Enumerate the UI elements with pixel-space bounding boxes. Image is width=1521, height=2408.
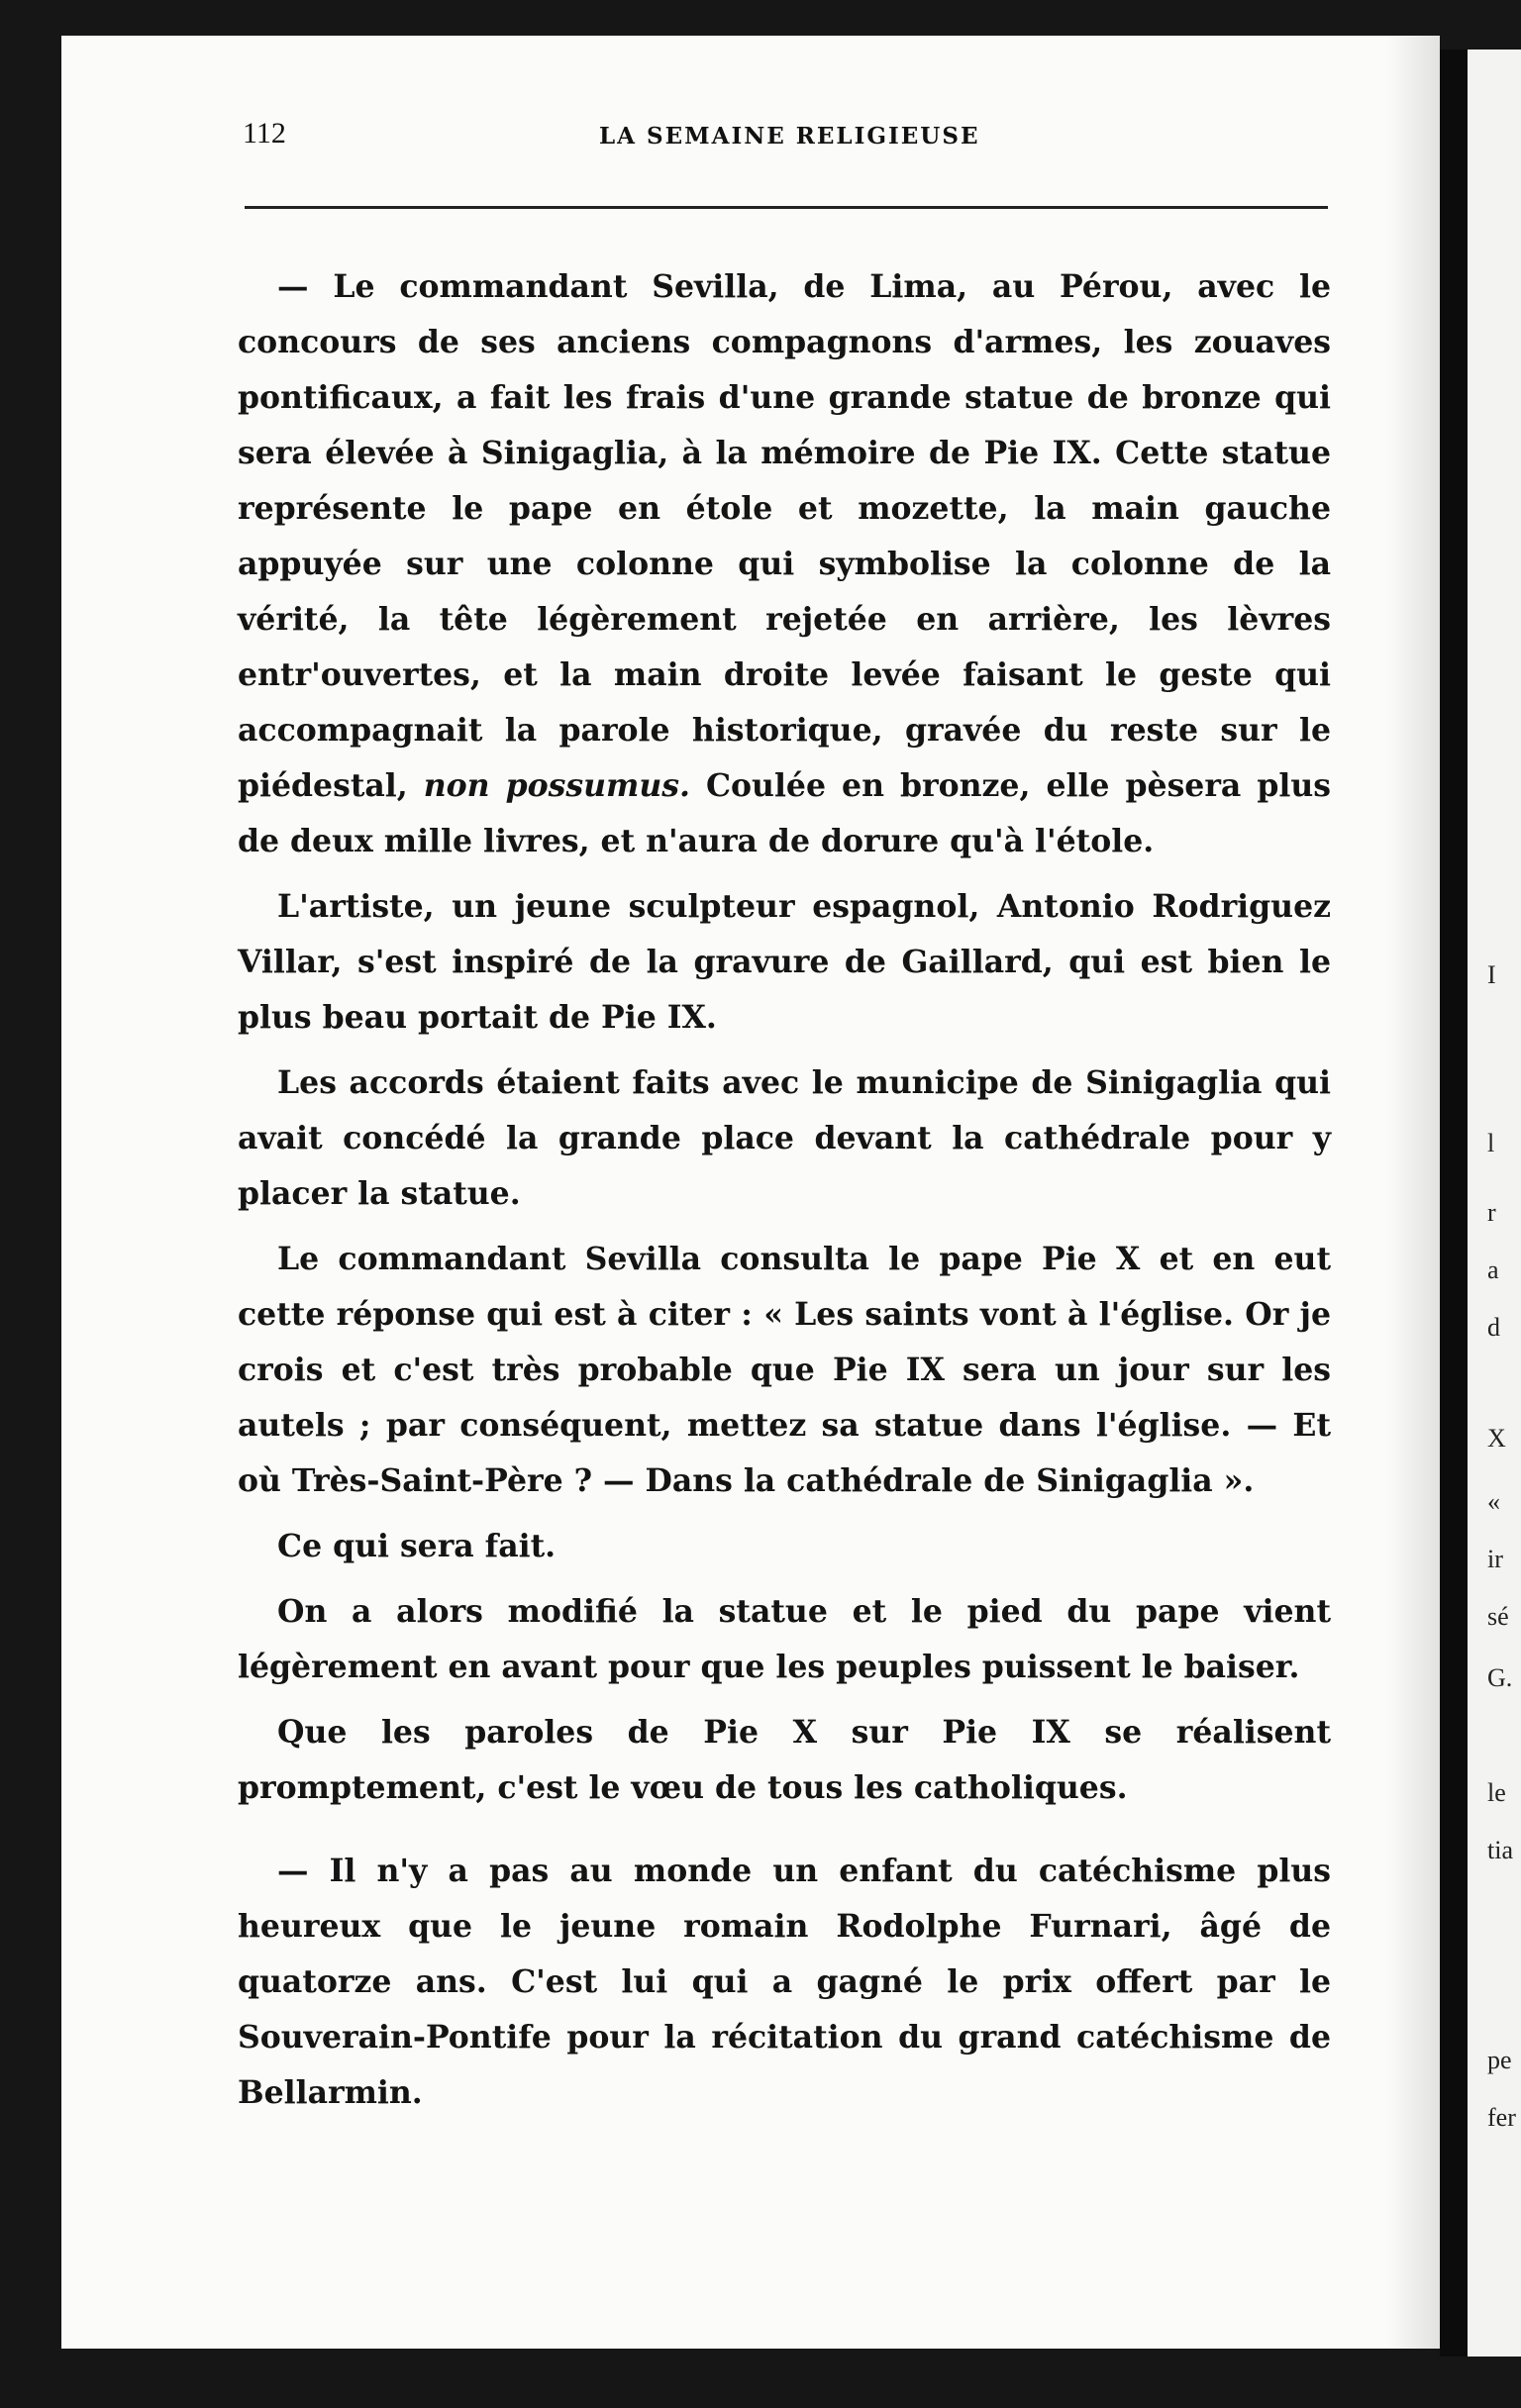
fragment: tia [1487, 1836, 1513, 1864]
paragraph: — Le commandant Sevilla, de Lima, au Pérou, avec le concours de ses anciens compagnons d'armes, les zouaves pontificaux, a fait les frais d'une grande statue de bronze qui sera élevée à Sinigaglia, à la mémoire de Pie IX. Cette statue représente le pape en étole et mozette, la main gauche appuyée sur une colonne qui symbolise la colonne de la vérité, la tête légèrement rejetée en arrière, les lèvres entr'ouvertes, et la main droite levée faisant le geste qui accompagnait la parole historique, gravée du reste sur le piédestal, non possumus. Coulée en bronze, elle pèsera plus de deux mille livres, et n'aura de dorure qu'à l'étole. [238, 268, 1332, 859]
header-rule [245, 206, 1328, 209]
paragraph: — Il n'y a pas au monde un enfant du catéchisme plus heureux que le jeune romain Rodolphe Furnari, âgé de quatorze ans. C'est lui qui a gagné le prix offert par le Souverain-Pontife pour la récitation du grand catéchisme de Bellarmin. [238, 1853, 1331, 2111]
fragment: le [1487, 1778, 1506, 1807]
running-title: LA SEMAINE RELIGIEUSE [599, 123, 980, 150]
body-text [238, 259, 1331, 2121]
page-edge-shadow [1386, 36, 1440, 2349]
paragraph: Que les paroles de Pie X sur Pie IX se réalisent promptement, c'est le vœu de tous les catholiques. [238, 1714, 1331, 1806]
page-header [183, 117, 1330, 166]
fragment: ir [1487, 1545, 1503, 1573]
fragment: l [1487, 1129, 1495, 1157]
adjacent-page [1468, 50, 1521, 2357]
fragment: G. [1487, 1663, 1513, 1692]
fragment: d [1487, 1313, 1500, 1342]
paragraph: Le commandant Sevilla consulta le pape Pie X et en eut cette réponse qui est à citer : « Les saints vont à l'église. Or je crois et c'est très probable que Pie IX sera un jour sur les autels ; par conséquent, mettez sa statue dans l'église. — Et où Très-Saint-Père ? — Dans la cathédrale de Sinigaglia ». [238, 1241, 1331, 1499]
fragment: X [1487, 1424, 1506, 1453]
book-gutter [1440, 50, 1468, 2357]
fragment: I [1487, 960, 1496, 989]
paragraph: Les accords étaient faits avec le municipe de Sinigaglia qui avait concédé la grande place devant la cathédrale pour y placer la statue. [238, 1064, 1331, 1212]
fragment: fer [1487, 2103, 1516, 2132]
fragment: « [1487, 1487, 1500, 1516]
fragment: r [1487, 1198, 1496, 1227]
page-number: 112 [243, 117, 286, 150]
fragment: sé [1487, 1602, 1509, 1631]
fragment: pe [1487, 2046, 1512, 2074]
paragraph: L'artiste, un jeune sculpteur espagnol, Antonio Rodriguez Villar, s'est inspiré de la gravure de Gaillard, qui est bien le plus beau portait de Pie IX. [238, 888, 1331, 1036]
paragraph: On a alors modifié la statue et le pied du pape vient légèrement en avant pour que les peuples puissent le baiser. [238, 1593, 1331, 1685]
latin-quote: non possumus. [423, 767, 690, 804]
fragment: a [1487, 1255, 1499, 1284]
paragraph: Ce qui sera fait. [277, 1528, 557, 1564]
